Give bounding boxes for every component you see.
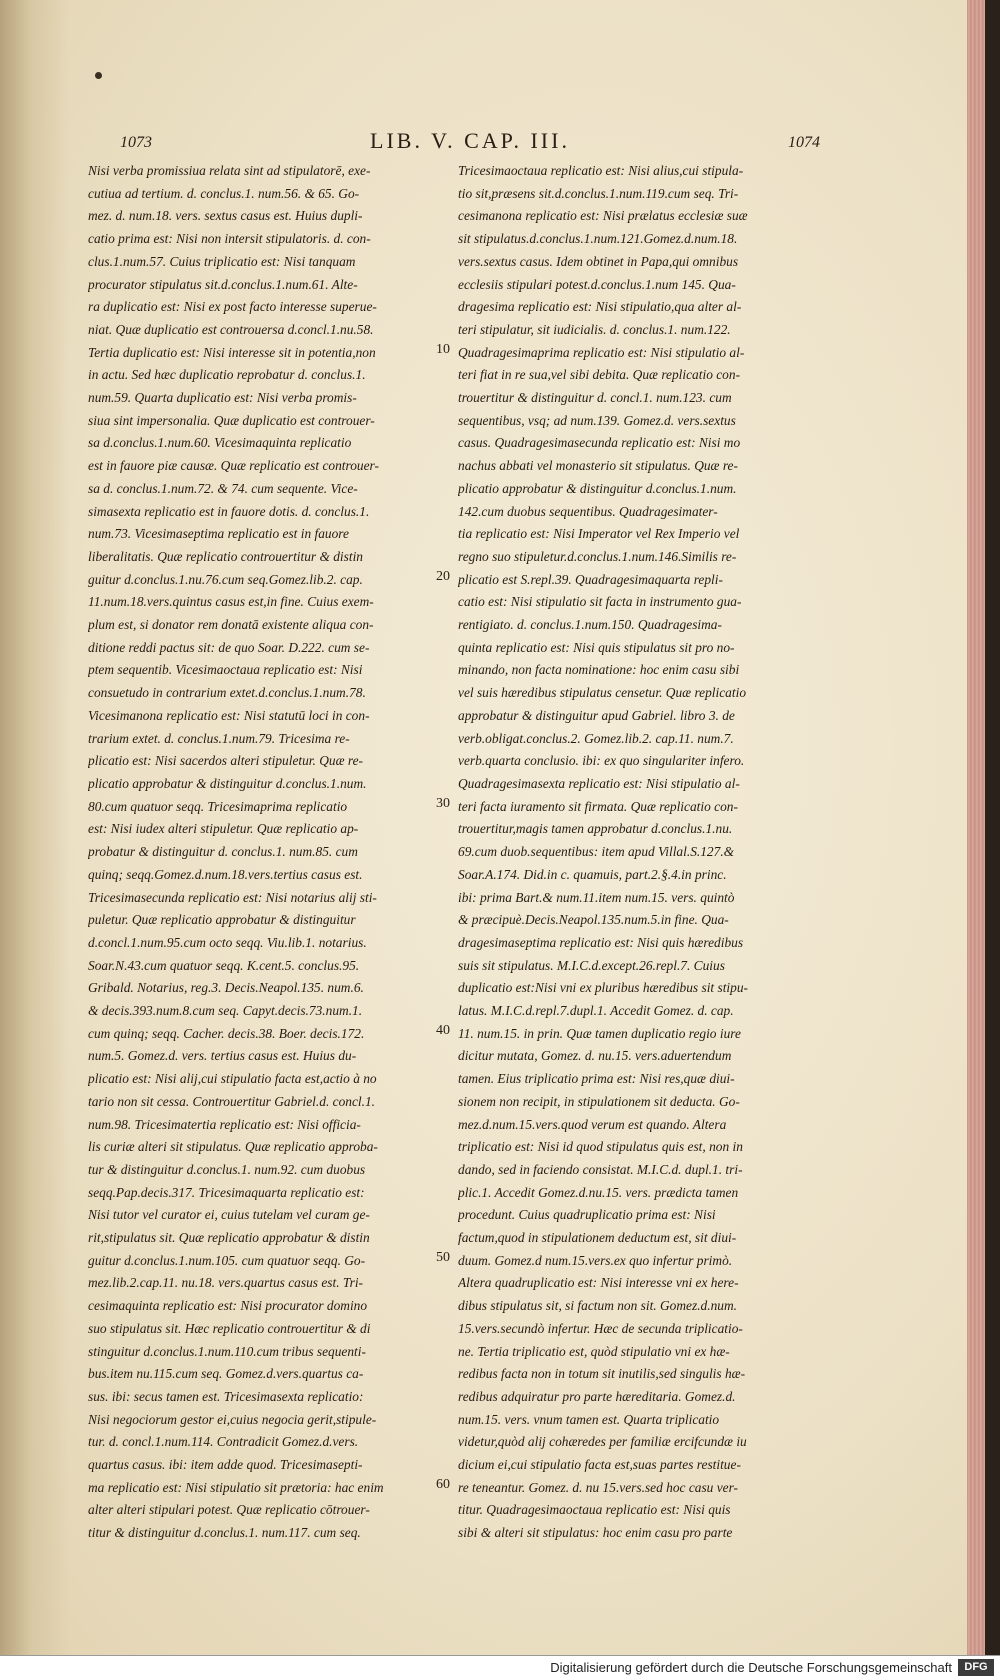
left-column-line: & decis.393.num.8.cum seq. Capyt.decis.73.num.1. [88, 1003, 363, 1019]
right-column-line: teri facta iuramento sit firmata. Quæ replicatio con- [458, 798, 738, 814]
left-column-line: plicatio est: Nisi sacerdos alteri stipuletur. Quæ re- [88, 753, 363, 769]
left-column-line: Soar.N.43.cum quatuor seqq. K.cent.5. conclus.95. [88, 957, 360, 973]
right-column-line: tamen. Eius triplicatio prima est: Nisi res,quæ diui- [458, 1071, 735, 1087]
right-column-line: num.15. vers. vnum tamen est. Quarta triplicatio [458, 1411, 720, 1427]
page-header [120, 128, 820, 162]
right-column-line: approbatur & distinguitur apud Gabriel. libro 3. de [458, 707, 735, 723]
left-column-line: guitur d.conclus.1.nu.76.cum seq.Gomez.lib.2. cap. [88, 571, 363, 587]
right-column-line: quinta replicatio est: Nisi quis stipulatus sit pro no- [458, 639, 735, 655]
right-column-line: dragesima replicatio est: Nisi stipulatio,qua alter al- [458, 299, 742, 315]
right-column-line: titur. Quadragesimaoctaua replicatio est: Nisi quis [458, 1502, 731, 1518]
right-column-line: sionem non recipit, in stipulationem sit deducta. Go- [458, 1093, 740, 1109]
left-column-line: tur. d. concl.1.num.114. Contradicit Gomez.d.vers. [88, 1434, 359, 1450]
right-column-line: vers.sextus casus. Idem obtinet in Papa,qui omnibus [458, 253, 739, 269]
margin-line-number: 10 [436, 342, 450, 357]
left-column-line: num.5. Gomez.d. vers. tertius casus est. Huius du- [88, 1048, 357, 1064]
right-column-line: catio est: Nisi stipulatio sit facta in instrumento gua- [458, 594, 742, 610]
left-column-line: seqq.Pap.decis.317. Tricesimaquarta replicatio est: [88, 1184, 365, 1200]
right-column-line: minando, non facta nominatione: hoc enim casu sibi [458, 662, 740, 678]
left-column-line: titur & distinguitur d.conclus.1. num.117. cum seq. [88, 1525, 361, 1541]
right-column-line: trouertitur,magis tamen approbatur d.conclus.1.nu. [458, 821, 733, 837]
left-column-line: num.98. Tricesimatertia replicatio est: Nisi officia- [88, 1116, 361, 1132]
right-column-line: procedunt. Cuius quadruplicatio prima est: Nisi [458, 1207, 716, 1223]
left-column-line: puletur. Quæ replicatio approbatur & distinguitur [88, 912, 356, 928]
right-column-line: suis sit stipulatus. M.I.C.d.except.26.repl.7. Cuius [458, 957, 725, 973]
left-column-line: catio prima est: Nisi non intersit stipulatoris. d. con- [88, 231, 371, 247]
left-column-line: Nisi negociorum gestor ei,cuius negocia gerit,stipule- [88, 1411, 377, 1427]
right-column-line: cesimanona replicatio est: Nisi prælatus ecclesiæ suæ [458, 208, 748, 224]
page-fore-edge [967, 0, 985, 1656]
margin-line-number: 60 [436, 1477, 450, 1492]
right-column-line: 142.cum duobus sequentibus. Quadragesimater- [458, 503, 718, 519]
right-text-column [458, 160, 803, 1545]
left-column-line: d.concl.1.num.95.cum octo seqq. Viu.lib.1. notarius. [88, 934, 367, 950]
right-column-line: sibi & alteri sit stipulatus: hoc enim casu pro parte [458, 1525, 733, 1541]
right-column-line: tio sit,præsens sit.d.conclus.1.num.119.cum seq. Tri- [458, 185, 739, 201]
left-column-line: sa d. conclus.1.num.72. & 74. cum sequente. Vice- [88, 480, 358, 496]
left-column-line: 11.num.18.vers.quintus casus est,in fine. Cuius exem- [88, 594, 374, 610]
left-column-line: bus.item nu.115.cum seq. Gomez.d.vers.quartus ca- [88, 1366, 364, 1382]
left-column-line: Tertia duplicatio est: Nisi interesse sit in potentia,non [88, 344, 376, 360]
left-column-line: 80.cum quatuor seqq. Tricesimaprima replicatio [88, 798, 348, 814]
right-column-line: dibus stipulatus sit, si factum non sit. Gomez.d.num. [458, 1298, 737, 1314]
left-column-line: quartus casus. ibi: item adde quod. Tricesimasepti- [88, 1457, 363, 1473]
left-column-line: num.59. Quarta duplicatio est: Nisi verba promis- [88, 390, 357, 406]
right-column-line: verb.obligat.conclus.2. Gomez.lib.2. cap.11. num.7. [458, 730, 734, 746]
right-column-line: tia replicatio est: Nisi Imperator vel Rex Imperio vel [458, 526, 740, 542]
right-column-line: ibi: prima Bart.& num.11.item num.15. vers. quintò [458, 889, 735, 905]
left-column-line: Gribald. Notarius, reg.3. Decis.Neapol.135. num.6. [88, 980, 364, 996]
right-column-line: redibus adquiratur pro parte hæreditaria. Gomez.d. [458, 1388, 736, 1404]
left-column-line: in actu. Sed hæc duplicatio reprobatur d. conclus.1. [88, 367, 366, 383]
right-column-line: Tricesimaoctaua replicatio est: Nisi alius,cui stipula- [458, 163, 744, 178]
right-column-line: triplicatio est: Nisi id quod stipulatus quis est, non in [458, 1139, 743, 1155]
margin-line-number: 50 [436, 1250, 450, 1265]
footer-credit: Digitalisierung gefördert durch die Deutsche Forschungsgemeinschaft [550, 1660, 952, 1675]
margin-line-number: 30 [436, 796, 450, 811]
right-column-line: teri fiat in re sua,vel sibi debita. Quæ replicatio con- [458, 367, 741, 383]
right-column-line: dicium ei,cui stipulatio facta est,suas partes restitue- [458, 1457, 741, 1473]
left-column-line: est: Nisi iudex alteri stipuletur. Quæ replicatio ap- [88, 821, 359, 837]
right-column-line: re teneantur. Gomez. d. nu 15.vers.sed hoc casu ver- [458, 1479, 739, 1495]
ink-spot [95, 72, 102, 79]
left-column-line: alter alteri stipulari potest. Quæ replicatio cōtrouer- [88, 1502, 370, 1518]
right-column-line: factum,quod in stipulationem deductum est, sit diui- [458, 1230, 737, 1246]
right-column-line: verb.quarta conclusio. ibi: ex quo singulariter infero. [458, 753, 745, 769]
right-column-line: plicatio approbatur & distinguitur d.conclus.1.num. [458, 480, 737, 496]
right-column-line: Soar.A.174. Did.in c. quamuis, part.2.§.4.in princ. [458, 866, 727, 882]
left-column-line: tario non sit cessa. Controuertitur Gabriel.d. concl.1. [88, 1093, 376, 1109]
left-column-line: consuetudo in contrarium extet.d.conclus.1.num.78. [88, 685, 366, 701]
right-column-line: 15.vers.secundò infertur. Hæc de secunda triplicatio- [458, 1320, 743, 1336]
right-column-line: & præcipuè.Decis.Neapol.135.num.5.in fine. Qua- [458, 912, 729, 928]
right-column-line: dicitur mutata, Gomez. d. nu.15. vers.aduertendum [458, 1048, 732, 1064]
right-column-line: Altera quadruplicatio est: Nisi interesse vni ex here- [458, 1275, 739, 1291]
digitization-footer [0, 1655, 1000, 1680]
left-column-line: sus. ibi: secus tamen est. Tricesimasexta replicatio: [88, 1388, 364, 1404]
right-column-line: ne. Tertia triplicatio est, quòd stipulatio vni ex hæ- [458, 1343, 730, 1359]
left-column-line: trarium extet. d. conclus.1.num.79. Tricesima re- [88, 730, 350, 746]
left-column-line: sa d.conclus.1.num.60. Vicesimaquinta replicatio [88, 435, 352, 451]
left-column-line: cesimaquinta replicatio est: Nisi procurator domino [88, 1298, 368, 1314]
margin-line-number: 40 [436, 1023, 450, 1038]
left-column-line: ra duplicatio est: Nisi ex post facto interesse superue- [88, 299, 377, 315]
left-column-line: simasexta replicatio est in fauore dotis. d. conclus.1. [88, 503, 370, 519]
left-column-line: liberalitatis. Quæ replicatio controuertitur & distin [88, 548, 364, 564]
right-column-line: casus. Quadragesimasecunda replicatio est: Nisi mo [458, 435, 741, 451]
left-column-line: niat. Quæ duplicatio est controuersa d.concl.1.nu.58. [88, 321, 374, 337]
right-column-line: regno suo stipuletur.d.conclus.1.num.146.Similis re- [458, 548, 737, 564]
left-column-line: plicatio approbatur & distinguitur d.conclus.1.num. [88, 775, 367, 791]
left-column-line: Tricesimasecunda replicatio est: Nisi notarius alij sti- [88, 889, 377, 905]
left-column-line: Nisi tutor vel curator ei, cuius tutelam vel curam ge- [88, 1207, 370, 1223]
left-column-line: ma replicatio est: Nisi stipulatio sit prætoria: hac enim [88, 1479, 384, 1495]
left-column-line: rit,stipulatus sit. Quæ replicatio approbatur & distin [88, 1230, 370, 1246]
right-page-number: 1074 [788, 134, 820, 151]
right-column-line: dando, sed in faciendo consistat. M.I.C.d. dupl.1. tri- [458, 1161, 743, 1177]
left-column-line: lis curiæ alteri sit stipulatus. Quæ replicatio approba- [88, 1139, 378, 1155]
right-column-line: teri stipulatur, sit iudicialis. d. conclus.1. num.122. [458, 321, 731, 337]
right-column-line: trouertitur & distinguitur d. concl.1. num.123. cum [458, 390, 732, 406]
left-column-line: ptem sequentib. Vicesimaoctaua replicatio est: Nisi [88, 662, 363, 678]
right-column-line: vel suis hæredibus stipulatus censetur. Quæ replicatio [458, 685, 747, 701]
left-column-line: cum quinq; seqq. Cacher. decis.38. Boer. decis.172. [88, 1025, 365, 1041]
gutter-shadow [0, 0, 70, 1656]
right-column-line: nachus abbati vel monasterio sit stipulatus. Quæ re- [458, 458, 738, 474]
left-column-line: num.73. Vicesimaseptima replicatio est in fauore [88, 526, 349, 542]
right-column-line: sit stipulatus.d.conclus.1.num.121.Gomez.d.num.18. [458, 231, 738, 247]
left-column-line: cutiua ad tertium. d. conclus.1. num.56. & 65. Go- [88, 185, 360, 201]
left-column-line: mez.lib.2.cap.11. nu.18. vers.quartus casus est. Tri- [88, 1275, 363, 1291]
right-column-line: latus. M.I.C.d.repl.7.dupl.1. Accedit Gomez. d. cap. [458, 1003, 734, 1019]
left-column-line: siua sint impersonalia. Quæ duplicatio est controuer- [88, 412, 375, 428]
left-column-line: Vicesimanona replicatio est: Nisi statutū loci in con- [88, 707, 370, 723]
left-page-number: 1073 [120, 134, 152, 151]
right-column-line: ecclesiis stipulari potest.d.conclus.1.num 145. Qua- [458, 276, 736, 292]
left-column-line: guitur d.conclus.1.num.105. cum quatuor seqq. Go- [88, 1252, 366, 1268]
right-column-line: mez.d.num.15.vers.quod verum est quando. Altera [458, 1116, 727, 1132]
left-column-line: plum est, si donator rem donatā existente aliqua con- [88, 617, 374, 633]
left-column-line: Nisi verba promissiua relata sint ad stipulatorē, exe- [88, 163, 371, 178]
right-column-line: plicatio est S.repl.39. Quadragesimaquarta repli- [458, 571, 723, 587]
left-column-line: est in fauore piæ causæ. Quæ replicatio est controuer- [88, 458, 379, 474]
right-column-line: Quadragesimasexta replicatio est: Nisi stipulatio al- [458, 775, 740, 791]
left-column-line: clus.1.num.57. Cuius triplicatio est: Nisi tanquam [88, 253, 356, 269]
margin-line-number: 20 [436, 569, 450, 584]
left-column-line: ditione reddi pactus sit: de quo Soar. D.222. cum se- [88, 639, 370, 655]
right-column-line: plic.1. Accedit Gomez.d.nu.15. vers. prædicta tamen [458, 1184, 739, 1200]
left-text-column [88, 160, 433, 1545]
left-column-line: stinguitur d.conclus.1.num.110.cum tribus sequenti- [88, 1343, 366, 1359]
left-column-line: mez. d. num.18. vers. sextus casus est. Huius dupli- [88, 208, 363, 224]
right-column-line: 69.cum duob.sequentibus: item apud Villal.S.127.& [458, 844, 735, 860]
right-column-line: redibus facta non in totum sit inutilis,sed singulis hæ- [458, 1366, 746, 1382]
running-head: LIB. V. CAP. III. [370, 128, 570, 153]
right-column-line: sequentibus, vsq; ad num.139. Gomez.d. vers.sextus [458, 412, 736, 428]
left-column-line: plicatio est: Nisi alij,cui stipulatio facta est,actio à no [88, 1071, 377, 1087]
right-column-line: Quadragesimaprima replicatio est: Nisi stipulatio al- [458, 344, 745, 360]
left-column-line: suo stipulatus sit. Hæc replicatio controuertitur & di [88, 1320, 371, 1336]
right-column-line: duplicatio est:Nisi vni ex pluribus hæredibus sit stipu- [458, 980, 748, 996]
left-column-line: quinq; seqq.Gomez.d.num.18.vers.tertius casus est. [88, 866, 363, 882]
right-column-line: 11. num.15. in prin. Quæ tamen duplicatio regio iure [458, 1025, 741, 1041]
right-column-line: rentigiato. d. conclus.1.num.150. Quadragesima- [458, 617, 722, 633]
left-column-line: tur & distinguitur d.conclus.1. num.92. cum duobus [88, 1161, 366, 1177]
right-column-line: dragesimaseptima replicatio est: Nisi quis hæredibus [458, 934, 744, 950]
left-column-line: probatur & distinguitur d. conclus.1. num.85. cum [88, 844, 358, 860]
dfg-logo: DFG [958, 1659, 994, 1676]
right-column-line: videtur,quòd alij cohæredes per familiæ ercifcundæ iu [458, 1434, 747, 1450]
left-column-line: procurator stipulatus sit.d.conclus.1.num.61. Alte- [88, 276, 358, 292]
right-column-line: duum. Gomez.d num.15.vers.ex quo infertur primò. [458, 1252, 733, 1268]
